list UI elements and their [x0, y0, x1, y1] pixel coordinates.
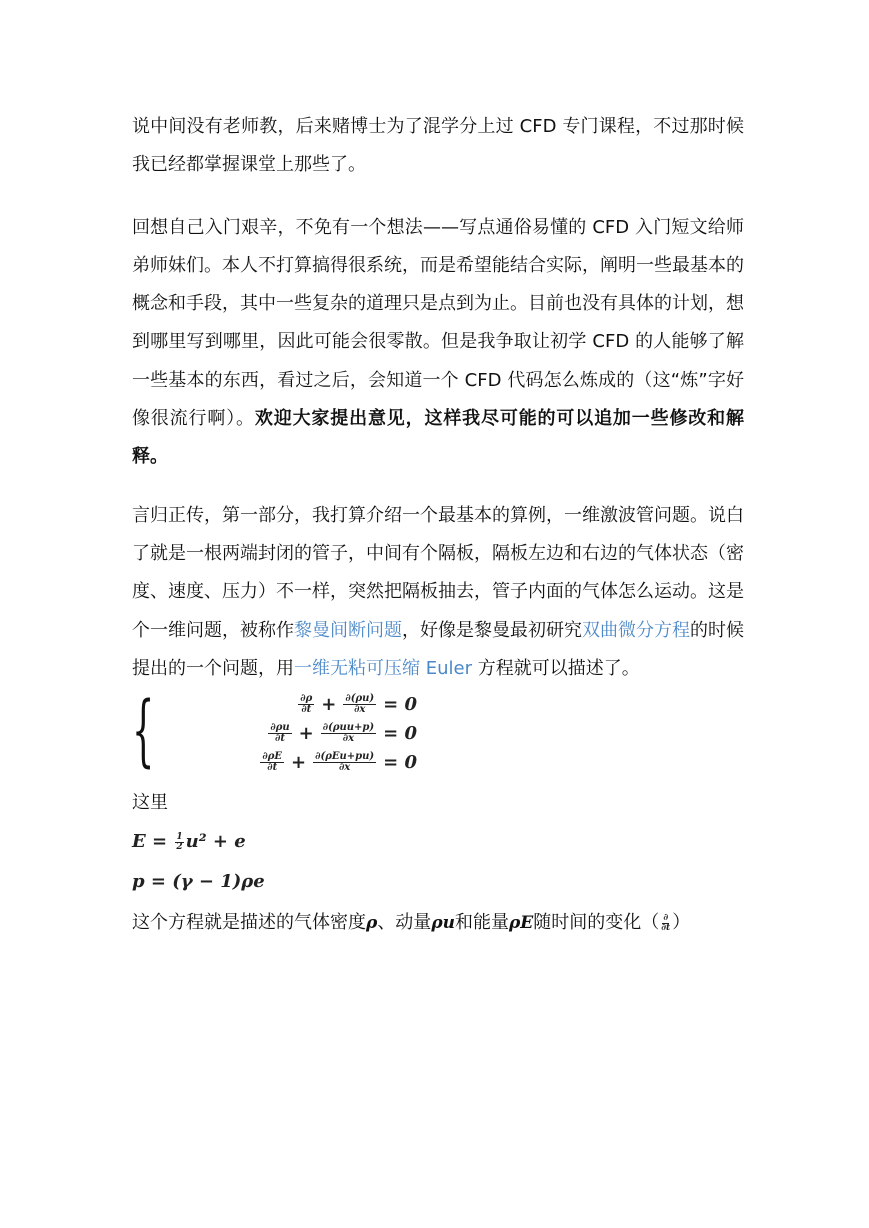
link-euler-equations[interactable]: 一维无粘可压缩 Euler: [294, 657, 472, 679]
euler-equation-system: [132, 686, 744, 780]
problem-text-2: ，好像是黎曼最初研究: [402, 619, 582, 641]
problem-text-4: 方程就可以描述了。: [471, 657, 640, 679]
equation-pressure: p = (γ − 1)ρe: [132, 871, 265, 893]
link-hyperbolic-pde[interactable]: 双曲微分方程: [582, 619, 690, 641]
problem-text-3: 的时候提出的一个问题，用: [132, 619, 744, 679]
motivation-bold-text: 欢迎大家提出意见，这样我尽可能的可以追加一些修改和解释。: [132, 408, 744, 468]
equation-momentum: $\frac{\partial\rho u}{\partial t}$ + $\frac{\text{∂(ρuu+p)}}{\partial x}$ = 0: [270, 722, 417, 745]
link-riemann-problem[interactable]: 黎曼间断问题: [294, 619, 402, 641]
symbol-momentum: ρu: [431, 913, 455, 934]
paragraph-problem: [132, 497, 744, 688]
symbol-density: ρ: [366, 913, 378, 934]
paragraph-description: 这个方程就是描述的气体密度ρ、动量ρu和能量ρE随时间的变化（ ∂ ∂t ）: [132, 912, 691, 934]
left-brace: {: [132, 686, 155, 777]
label-here: 这里: [132, 792, 168, 814]
equation-total-energy: E = $\frac{1}{2}$ u² + e: [132, 831, 246, 853]
symbol-energy: ρE: [508, 913, 534, 934]
equation-energy: $\frac{\partial\rho E}{\partial t}$ + $\frac{\text{∂(ρEu+pu)}}{\partial x}$ = 0: [262, 751, 417, 774]
motivation-text: 回想自己入门艰辛，不免有一个想法——写点通俗易懂的 CFD 入门短文给师弟师妹们。本人不打算搞得很系统，而是希望能结合实际，阐明一些最基本的概念和手段，其中一些复杂的道理只是点到为止。目前也没有具体的计划，想到哪里写到哪里，因此可能会很零散。但是我争取让初学 CFD 的人能够了解一些基本的东西，看过之后，会知道一个 CFD 代码怎么炼成的（这“炼”字好像很流行啊）。: [132, 216, 744, 430]
symbol-time-derivative: ∂ ∂t: [661, 912, 671, 933]
problem-text-1: 言归正传，第一部分，我打算介绍一个最基本的算例，一维激波管问题。说白了就是一根两端封闭的管子，中间有个隔板，隔板左边和右边的气体状态（密度、速度、压力）不一样，突然把隔板抽去，管子内面的气体怎么运动。这是个一维问题，被称作: [132, 504, 744, 641]
document-page: [132, 108, 744, 960]
paragraph-motivation: [132, 209, 744, 477]
equation-mass: $\frac{\partial\rho}{\partial t}$ + $\frac{\partial(\rho u)}{\partial x}$ = 0: [300, 693, 417, 716]
paragraph-intro: 说中间没有老师教，后来赌博士为了混学分上过 CFD 专门课程，不过那时候我已经都掌握课堂上那些了。: [132, 116, 744, 176]
